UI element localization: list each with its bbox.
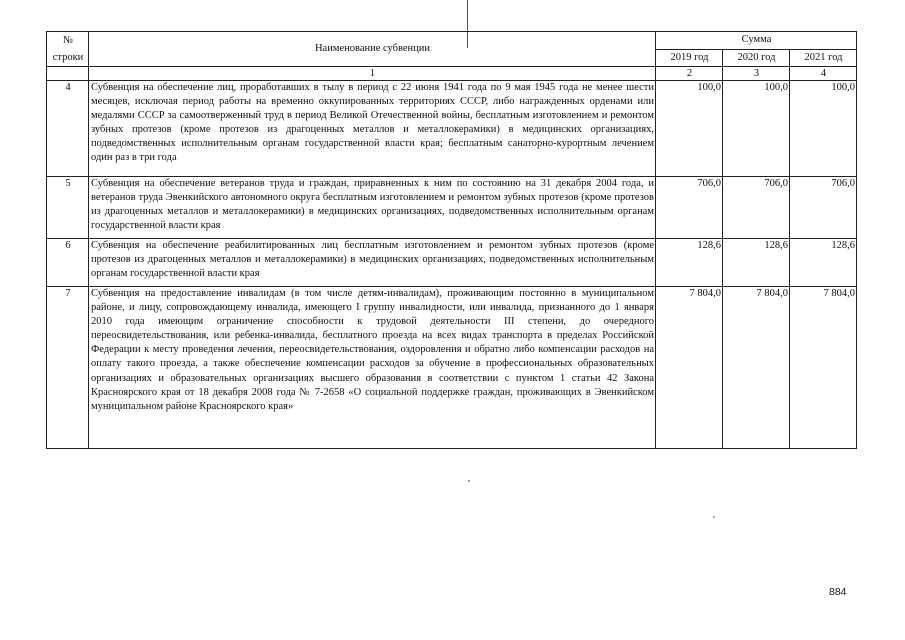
amount-2021-cell: 128,6 — [790, 239, 857, 287]
header-year-2020: 2020 год — [723, 49, 790, 67]
header-year-2019: 2019 год — [656, 49, 723, 67]
table-row — [47, 81, 857, 177]
scan-artifact-dot — [468, 480, 470, 482]
scan-artifact-dot — [713, 516, 715, 518]
header-row-number — [47, 32, 89, 67]
header-year-2021: 2021 год — [790, 49, 857, 67]
subvention-name-cell: Субвенция на обеспечение реабилитированных лиц бесплатным изготовлением и ремонтом зубных протезов (кроме протезов из драгоценных металлов и металлокерамики) в медицинских организациях, подведомственных исполнительным органам государственной власти края — [89, 239, 656, 287]
subvention-name-cell: Субвенция на обеспечение лиц, проработавших в тылу в период с 22 июня 1941 года по 9 мая 1945 года не менее шести месяцев, исключая период работы на временно оккупированных территориях СССР, либо награжденных орденами или медалями СССР за самоотверженный труд в период Великой Отечественной войны, бесплатным изготовлением и ремонтом зубных протезов (кроме протезов из драгоценных металлов и металлокерамики) в медицинских организациях, подведомственных исполнительным органам государственной власти края; бесплатным санаторно-курортным лечением один раз в три года — [89, 81, 656, 177]
table-row — [47, 287, 857, 449]
row-number: 5 — [47, 177, 89, 239]
column-number-1: 1 — [89, 67, 656, 81]
header-row-number-line2: строки — [52, 52, 84, 63]
amount-2019-cell: 7 804,0 — [656, 287, 723, 449]
column-number-0 — [47, 67, 89, 81]
table-row — [47, 177, 857, 239]
row-number: 6 — [47, 239, 89, 287]
header-sum: Сумма — [656, 32, 857, 50]
amount-2020-cell: 128,6 — [723, 239, 790, 287]
subvention-table — [46, 31, 857, 449]
amount-2021-cell: 706,0 — [790, 177, 857, 239]
column-number-2: 2 — [656, 67, 723, 81]
subvention-name-cell: Субвенция на обеспечение ветеранов труда и граждан, приравненных к ним по состоянию на 31 декабря 2004 года, и ветеранов труда Эвенкийского автономного округа бесплатным изготовлением и ремонтом зубных протезов (кроме протезов из драгоценных металлов и металлокерамики) в медицинских организациях, подведомственных исполнительным органам государственной власти края — [89, 177, 656, 239]
row-number: 7 — [47, 287, 89, 449]
amount-2019-cell: 706,0 — [656, 177, 723, 239]
amount-2020-cell: 100,0 — [723, 81, 790, 177]
amount-2019-cell: 128,6 — [656, 239, 723, 287]
row-number: 4 — [47, 81, 89, 177]
amount-2019-cell: 100,0 — [656, 81, 723, 177]
header-subvention-name: Наименование субвенции — [89, 32, 656, 67]
column-number-4: 4 — [790, 67, 857, 81]
subvention-name-cell: Субвенция на предоставление инвалидам (в том числе детям-инвалидам), проживающим постоянно в муниципальном районе, и лицу, сопровождающему инвалида, имеющего I группу инвалидности, или инвалида, признанного до 1 января 2010 года имеющим ограничение способности к трудовой деятельности III степени, до очередного переосвидетельствования, или ребенка-инвалида, бесплатного проезда на всех видах транспорта в пределах Российской Федерации к месту проведения лечения, переосвидетельствования, оздоровления и обратно либо компенсации расходов на оплату такого проезда, а также обеспечение компенсации расходов за обучение в профессиональных образовательных организациях и образовательных организациях высшего образования в соответствии с пунктом 1 статьи 42 Закона Красноярского края от 18 декабря 2008 года № 7-2658 «О социальной поддержке граждан, проживающих в Эвенкийском муниципальном районе Красноярского края» — [89, 287, 656, 449]
table-row — [47, 239, 857, 287]
header-row-number-line1: № — [62, 35, 74, 46]
amount-2020-cell: 706,0 — [723, 177, 790, 239]
column-number-3: 3 — [723, 67, 790, 81]
column-numbers-row — [47, 67, 857, 81]
amount-2021-cell: 100,0 — [790, 81, 857, 177]
page-number: 884 — [829, 586, 847, 598]
header-row — [47, 32, 857, 50]
amount-2020-cell: 7 804,0 — [723, 287, 790, 449]
amount-2021-cell: 7 804,0 — [790, 287, 857, 449]
